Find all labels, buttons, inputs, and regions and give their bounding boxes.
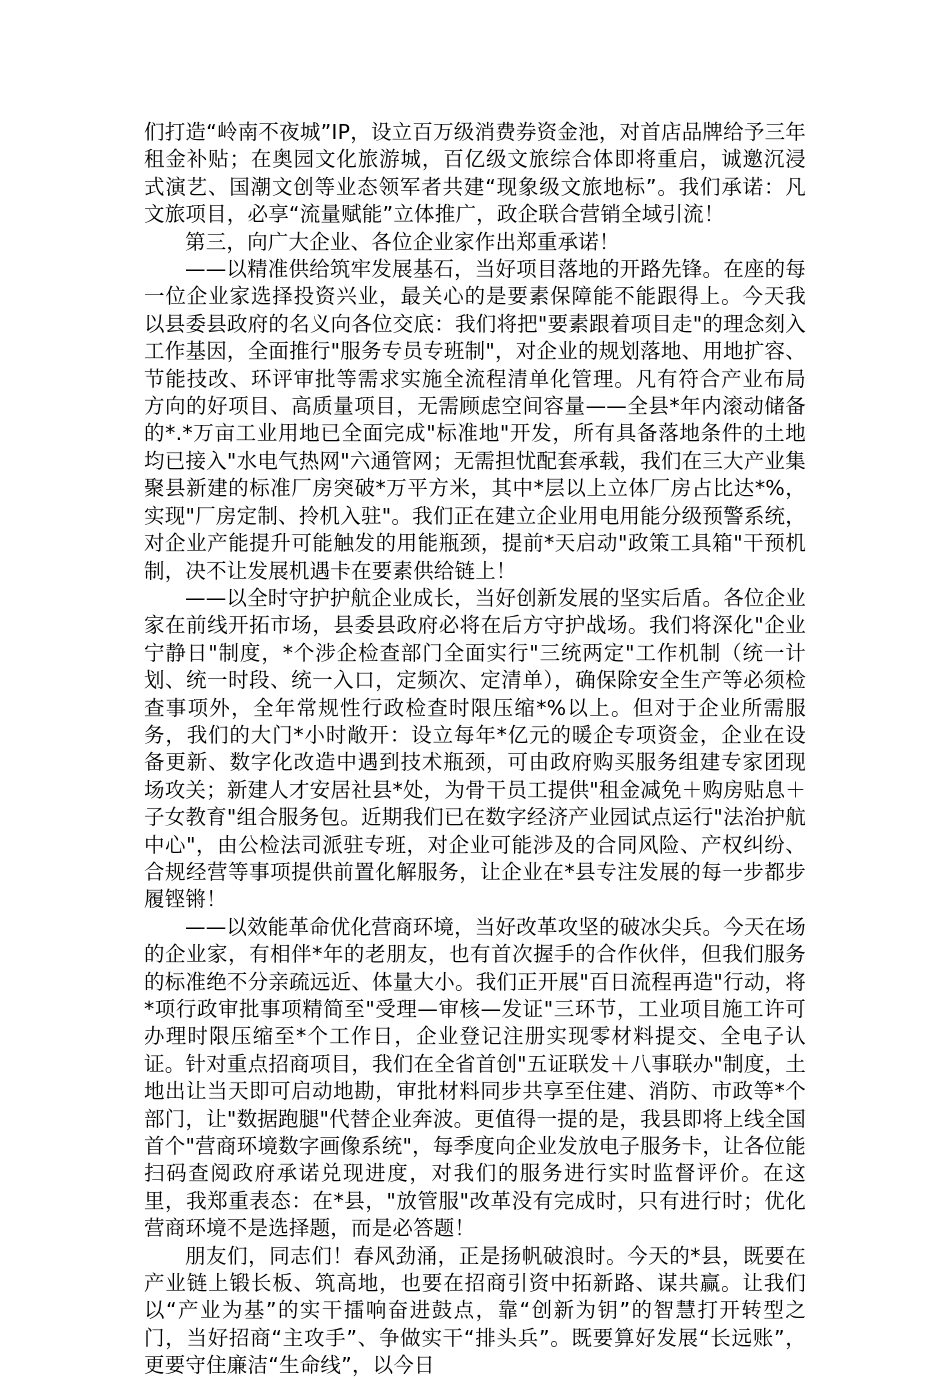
paragraph-closing: 朋友们，同志们！春风劲涌，正是扬帆破浪时。今天的*县，既要在产业链上锻长板、筑高地，也要在招商引资中拓新路、谋共赢。让我们以“产业为基”的实干擂响奋进鼓点，靠“创新为钥”的智慧打开转型之门，当好招商“主攻手”、争做实干“排头兵”。既要算好发展“长远账”，更要守住廉洁“生命线”，以今日 <box>144 1243 806 1378</box>
paragraph-continuation: 们打造“岭南不夜城”IP，设立百万级消费券资金池，对首店品牌给予三年租金补贴；在奥园文化旅游城，百亿级文旅综合体即将重启，诚邀沉浸式演艺、国潮文创等业态领军者共建“现象级文旅地标”。我们承诺：凡文旅项目，必享“流量赋能”立体推广，政企联合营销全域引流！ <box>144 120 806 227</box>
paragraph-efficiency-revolution: ——以效能革命优化营商环境，当好改革攻坚的破冰尖兵。今天在场的企业家，有相伴*年的老朋友，也有首次握手的合作伙伴，但我们服务的标准绝不分亲疏远近、体量大小。我们正开展"百日流程再造"行动，将*项行政审批事项精简至"受理—审核—发证"三环节，工业项目施工许可办理时限压缩至*个工作日，企业登记注册实现零材料提交、全电子认证。针对重点招商项目，我们在全省首创"五证联发＋八事联办"制度，土地出让当天即可启动地勘，审批材料同步共享至住建、消防、市政等*个部门，让"数据跑腿"代替企业奔波。更值得一提的是，我县即将上线全国首个"营商环境数字画像系统"，每季度向企业发放电子服务卡，让各位能扫码查阅政府承诺兑现进度，对我们的服务进行实时监督评价。在这里，我郑重表态：在*县，"放管服"改革没有完成时，只有进行时；优化营商环境不是选择题，而是必答题！ <box>144 914 806 1241</box>
paragraph-third-commitment-heading: 第三，向广大企业、各位企业家作出郑重承诺！ <box>185 229 620 254</box>
speech-body <box>144 119 806 1380</box>
paragraph-full-time-guardian: ——以全时守护护航企业成长，当好创新发展的坚实后盾。各位企业家在前线开拓市场，县委县政府必将在后方守护战场。我们将深化"企业宁静日"制度，*个涉企检查部门全面实行"三统两定"工作机制（统一计划、统一时段、统一入口，定频次、定清单），确保除安全生产等必须检查事项外，全年常规性行政检查时限压缩*%以上。但对于企业所需服务，我们的大门*小时敞开：设立每年*亿元的暖企专项资金，企业在设备更新、数字化改造中遇到技术瓶颈，可由政府购买服务组建专家团现场攻关；新建人才安居社县*处，为骨干员工提供"租金减免＋购房贴息＋子女教育"组合服务包。近期我们已在数字经济产业园试点运行"法治护航中心"，由公检法司派驻专班，对企业可能涉及的合同风险、产权纠纷、合规经营等事项提供前置化解服务，让企业在*县专注发展的每一步都步履铿锵！ <box>144 585 806 912</box>
paragraph-precise-supply: ——以精准供给筑牢发展基石，当好项目落地的开路先锋。在座的每一位企业家选择投资兴业，最关心的是要素保障能不能跟得上。今天我以县委县政府的名义向各位交底：我们将把"要素跟着项目走"的理念刻入工作基因，全面推行"服务专员专班制"，对企业的规划落地、用地扩容、节能技改、环评审批等需求实施全流程清单化管理。凡有符合产业布局方向的好项目、高质量项目，无需顾虑空间容量——全县*年内滚动储备的*.*万亩工业用地已全面完成"标准地"开发，所有具备落地条件的土地均已接入"水电气热网"六通管网；无需担忧配套承载，我们在三大产业集聚县新建的标准厂房突破*万平方米，其中*层以上立体厂房占比达*%，实现"厂房定制、拎机入驻"。我们正在建立企业用电用能分级预警系统，对企业产能提升可能触发的用能瓶颈，提前*天启动"政策工具箱"干预机制，决不让发展机遇卡在要素供给链上！ <box>144 257 806 583</box>
